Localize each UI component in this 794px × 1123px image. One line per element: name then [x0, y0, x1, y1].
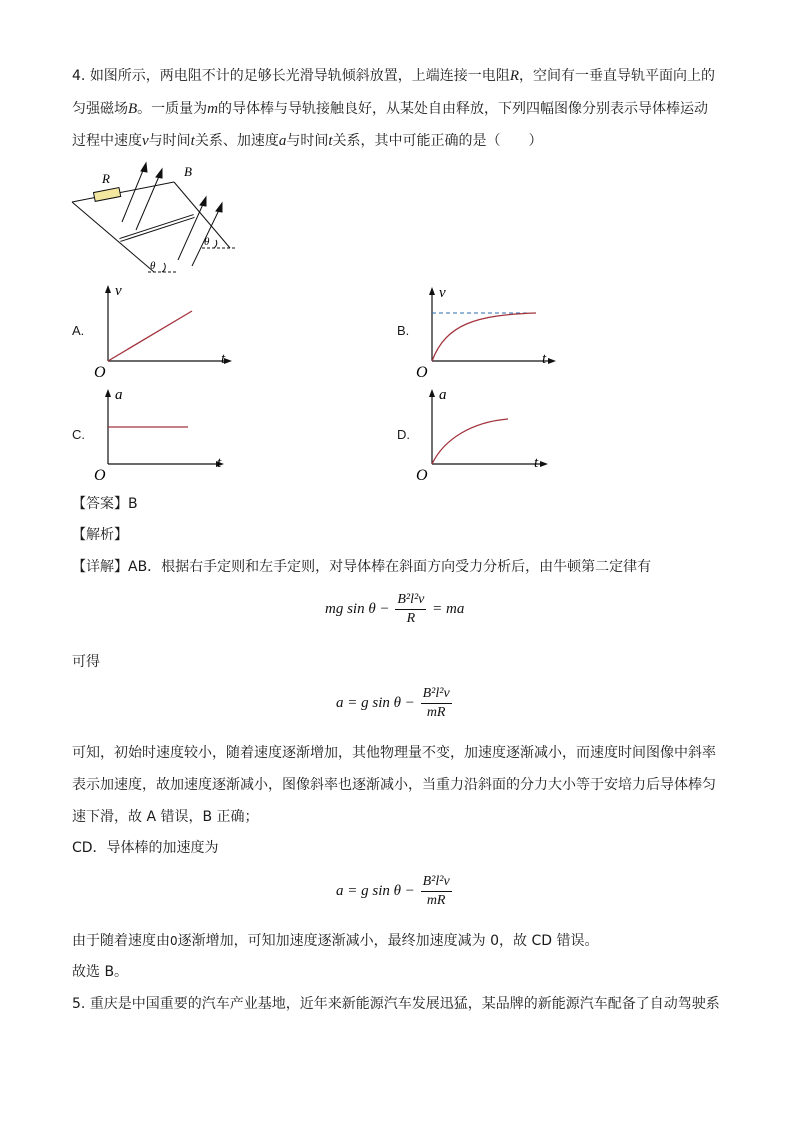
detail-para-3 — [72, 807, 259, 827]
graph-option-c — [90, 384, 240, 482]
var-a: a — [278, 133, 287, 149]
label-theta-1: θ — [204, 236, 210, 248]
curve-b — [432, 313, 536, 361]
detail-text: AB．根据右手定则和左手定则，对导体棒在斜面方向受力分析后，由牛顿第二定律有 — [128, 559, 652, 575]
resistor — [93, 188, 120, 202]
label-B: B — [184, 164, 192, 179]
eq-fraction — [395, 592, 426, 627]
var-m: m — [207, 101, 219, 117]
kede-line — [72, 652, 100, 672]
graph-option-b — [414, 282, 564, 380]
question-line-2 — [72, 99, 708, 119]
question-text: 匀强磁场 — [72, 101, 128, 117]
eq-numerator: B²l²v — [421, 874, 452, 892]
detail-text: 逐渐增加，可知加速度逐渐减小，最终加速度减为 0，故 CD 错误。 — [177, 933, 599, 949]
eq-left: a = g sin θ − — [336, 882, 415, 899]
arrowhead — [200, 197, 206, 206]
question-text: 。一质量为 — [137, 101, 208, 117]
answer-value: B — [128, 496, 138, 512]
x-axis-label: t — [534, 455, 539, 471]
detail-para-2 — [72, 775, 716, 795]
answer-tag: 【答案】 — [72, 496, 128, 512]
detail-tag: 【详解】 — [72, 559, 128, 575]
detail-intro-line — [72, 557, 651, 577]
question-text: ，空间有一垂直导轨平面向上的 — [518, 68, 715, 84]
option-b-label[interactable]: B. — [397, 323, 410, 338]
x-axis-label: t — [221, 351, 226, 367]
next-question-line — [72, 994, 720, 1014]
question-text: 关系，其中可能正确的是（ ） — [332, 133, 543, 149]
origin-label: O — [416, 364, 428, 380]
detail-para-1 — [72, 743, 716, 763]
field-arrow — [178, 202, 204, 260]
var-t: t — [328, 133, 333, 149]
var-v: v — [142, 133, 149, 149]
question-line-3 — [72, 131, 543, 151]
detail-text: 可知，初始时速度较小，随着速度逐渐增加，其他物理量不变，加速度逐渐减小，而速度时间图像中斜率 — [72, 745, 716, 761]
question-number: 5. — [72, 996, 86, 1012]
question-text: 与时间 — [286, 133, 329, 149]
conclusion-text: 故选 B。 — [72, 964, 129, 980]
incline-figure — [66, 160, 246, 278]
label-theta-2: θ — [150, 260, 156, 272]
detail-para-4 — [72, 931, 598, 951]
answer-line — [72, 494, 138, 514]
y-axis-label: a — [439, 387, 447, 403]
question-text: 的导体棒与导轨接触良好，从某处自由释放，下列四幅图像分别表示导体棒运动 — [218, 101, 709, 117]
field-arrow — [122, 168, 144, 222]
eq-fraction — [421, 874, 452, 909]
x-axis-label: t — [217, 455, 222, 471]
question-line-1 — [72, 66, 715, 86]
label-R: R — [102, 171, 110, 186]
y-axis-label: a — [115, 387, 123, 403]
graph-option-d — [414, 384, 564, 482]
equation-3 — [336, 874, 454, 909]
eq-numerator: B²l²v — [421, 686, 452, 704]
eq-denominator: R — [406, 611, 416, 626]
equation-1 — [325, 592, 464, 627]
cd-intro-line — [72, 838, 219, 858]
option-d-label[interactable]: D. — [397, 427, 410, 442]
origin-label: O — [94, 364, 106, 380]
field-arrow — [136, 174, 160, 230]
y-axis-label: v — [115, 283, 122, 299]
eq-fraction — [421, 686, 452, 721]
question-text: 重庆是中国重要的汽车产业基地，近年来新能源汽车发展迅猛，某品牌的新能源汽车配备了自动驾驶系 — [89, 996, 720, 1012]
var-R: R — [509, 68, 519, 84]
eq-right: = ma — [432, 600, 465, 617]
eq-left: mg sin θ − — [325, 600, 390, 617]
option-a-label[interactable]: A. — [72, 323, 85, 338]
var-B: B — [128, 101, 138, 117]
analysis-tag: 【解析】 — [72, 527, 128, 543]
origin-label: O — [94, 467, 106, 482]
equation-2 — [336, 686, 454, 721]
eq-denominator: mR — [426, 705, 446, 720]
analysis-line — [72, 525, 128, 545]
curve-d — [432, 419, 508, 464]
right-rail — [174, 182, 230, 248]
detail-text: 可得 — [72, 654, 100, 670]
origin-label: O — [416, 467, 428, 482]
question-text: 关系、加速度 — [194, 133, 279, 149]
eq-denominator: mR — [426, 893, 446, 908]
eq-numerator: B²l²v — [395, 592, 426, 610]
question-number: 4. — [72, 68, 86, 84]
x-axis-label: t — [542, 351, 547, 367]
option-c-label[interactable]: C. — [72, 427, 85, 442]
detail-text: CD．导体棒的加速度为 — [72, 840, 219, 856]
eq-left: a = g sin θ − — [336, 694, 415, 711]
curve-a — [108, 311, 192, 361]
arrowhead — [216, 203, 222, 212]
var-t: t — [190, 133, 195, 149]
conductor-rod-inner — [120, 216, 194, 240]
arrowhead — [156, 169, 162, 178]
angle-arc — [162, 263, 165, 272]
angle-arc — [214, 240, 217, 248]
question-text: 如图所示，两电阻不计的足够长光滑导轨倾斜放置，上端连接一电阻 — [89, 68, 510, 84]
upper-rail — [72, 182, 174, 202]
y-axis-label: v — [439, 285, 446, 301]
arrowhead — [141, 163, 147, 172]
detail-text: 速下滑，故 A 错误，B 正确； — [72, 809, 259, 825]
question-text: 过程中速度 — [72, 133, 142, 149]
detail-text: 表示加速度，故加速度逐渐减小，图像斜率也逐渐减小，当重力沿斜面的分力大小等于安培力后导体棒匀 — [72, 777, 716, 793]
question-text: 与时间 — [148, 133, 191, 149]
left-rail — [72, 202, 154, 272]
graph-option-a — [90, 280, 240, 380]
detail-zero: 0 — [170, 934, 178, 948]
conclusion-line — [72, 962, 128, 982]
detail-text: 由于随着速度由 — [72, 933, 170, 949]
